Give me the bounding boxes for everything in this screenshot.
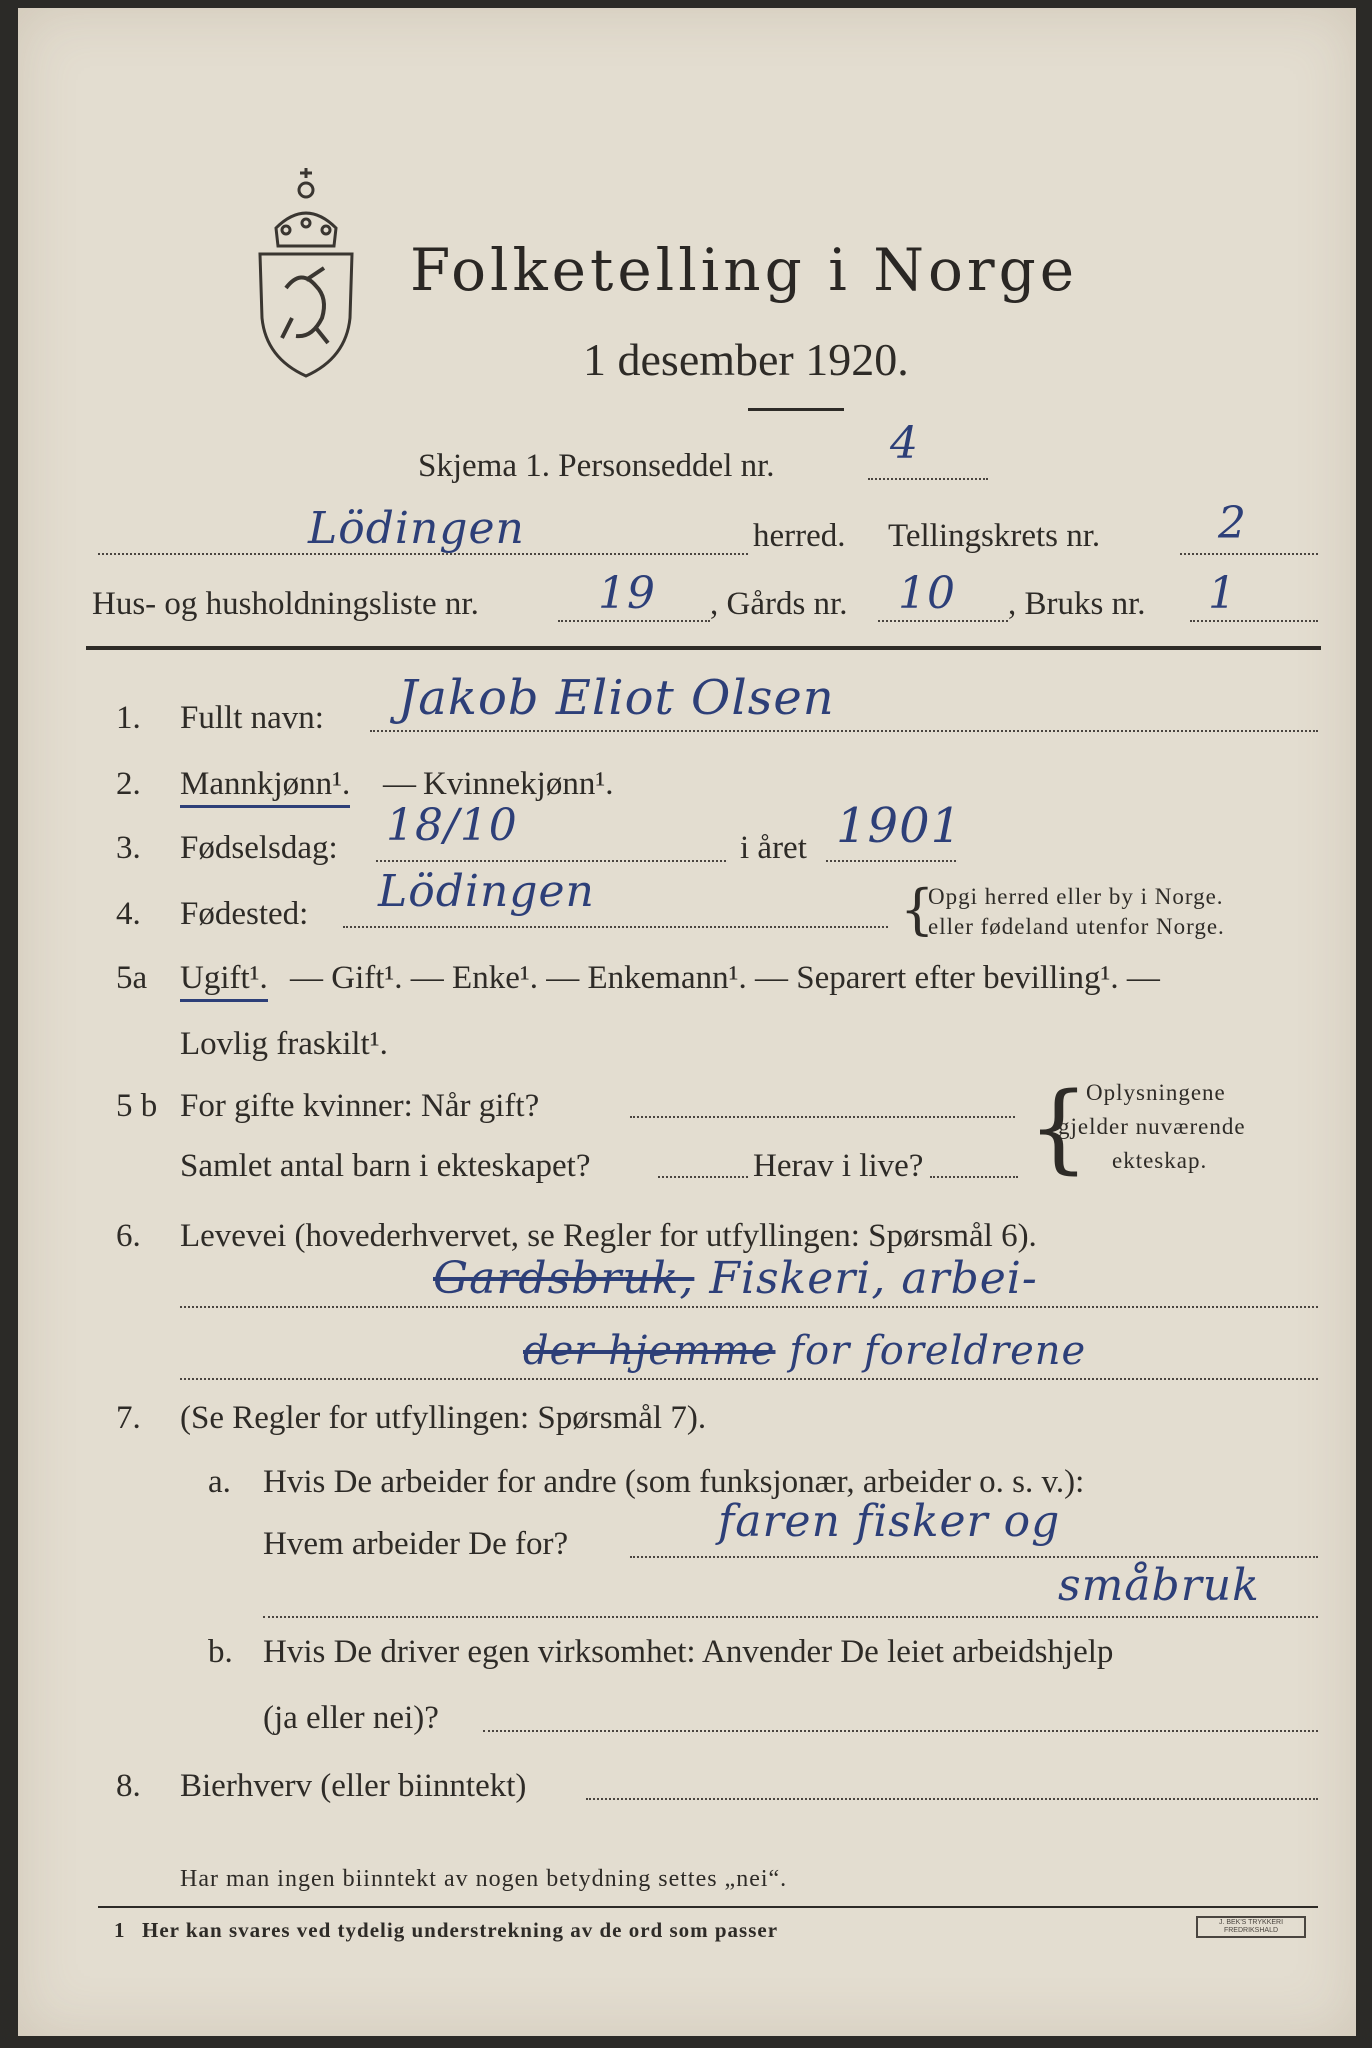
q5a-other-options: — Gift¹. — Enke¹. — Enkemann¹. — Separert efter bevilling¹. —	[290, 960, 1160, 996]
q5b-alive-label: Herav i live?	[753, 1148, 924, 1184]
q3-year-label: i året	[740, 830, 807, 866]
q3-birthdate-value: 18/10	[386, 800, 518, 851]
q6-number: 6.	[116, 1218, 141, 1254]
q6-occupation-line1	[433, 1253, 1038, 1304]
printer-stamp-line2: FREDRIKSHALD	[1223, 1927, 1279, 1934]
q6-occupation-text-2: for foreldrene	[789, 1328, 1087, 1374]
tellingskrets-label: Tellingskrets nr.	[888, 518, 1101, 554]
gards-value: 10	[898, 568, 956, 619]
footer-note: Har man ingen biinntekt av nogen betydning settes „nei“.	[180, 1866, 788, 1892]
header-separator	[86, 646, 1321, 650]
q5b-note-line2: gjelder nuværende	[1058, 1114, 1246, 1139]
q4-number: 4.	[116, 896, 141, 932]
q7b-label: Hvis De driver egen virksomhet: Anvender De leiet arbeidshjelp	[263, 1634, 1114, 1670]
printer-stamp	[1196, 1916, 1306, 1938]
q2-male-option: Mannkjønn¹.	[180, 766, 350, 808]
q8-label: Bierhverv (eller biinntekt)	[180, 1768, 527, 1804]
q3-number: 3.	[116, 830, 141, 866]
census-date: 1 desember 1920.	[583, 334, 909, 385]
footnote-mark: 1	[114, 1918, 126, 1942]
q8-number: 8.	[116, 1768, 141, 1804]
gards-label: , Gårds nr.	[710, 586, 848, 622]
tellingskrets-dotted-line	[1180, 553, 1318, 555]
q4-label: Fødested:	[180, 896, 309, 932]
q5b-children-label: Samlet antal barn i ekteskapet?	[180, 1148, 591, 1184]
q7a-employer-value-2: småbruk	[1058, 1560, 1260, 1611]
tellingskrets-value: 2	[1218, 498, 1247, 549]
footer-rule	[98, 1906, 1318, 1908]
footnote-text: Her kan svares ved tydelig understrekning av de ord som passer	[142, 1918, 779, 1942]
norway-coat-of-arms-icon	[246, 168, 366, 378]
q3-year-dotted-line	[826, 860, 956, 862]
bruks-value: 1	[1208, 568, 1237, 619]
q5a-lovlig-fraskilt: Lovlig fraskilt¹.	[180, 1026, 388, 1062]
q6-occupation-line2	[523, 1328, 1086, 1374]
title-divider	[748, 408, 844, 411]
q7a-dotted-line-1	[630, 1556, 1318, 1558]
q5a-ugift-option: Ugift¹.	[180, 960, 268, 1002]
q1-number: 1.	[116, 700, 141, 736]
q3-dotted-line	[376, 860, 726, 862]
q3-label: Fødselsdag:	[180, 830, 338, 866]
gards-dotted-line	[878, 620, 1008, 622]
husliste-label: Hus- og husholdningsliste nr.	[92, 586, 479, 622]
q8-dotted-line	[586, 1798, 1318, 1800]
schema-value: 4	[890, 418, 919, 469]
q1-dotted-line	[370, 730, 1318, 732]
schema-dotted-line	[868, 478, 988, 480]
q7a-dotted-line-2	[263, 1616, 1318, 1618]
q6-struck-text-1: Gardsbruk,	[433, 1253, 695, 1304]
q2-female-option: Kvinnekjønn¹.	[423, 766, 614, 802]
bruks-label: , Bruks nr.	[1008, 586, 1146, 622]
q6-dotted-line-1	[180, 1306, 1318, 1308]
bruks-dotted-line	[1190, 620, 1318, 622]
printer-stamp-line1: J. BEK'S TRYKKERI	[1218, 1919, 1284, 1926]
q7b-dotted-line	[483, 1730, 1318, 1732]
census-form-page	[18, 8, 1356, 2036]
q1-label: Fullt navn:	[180, 700, 324, 736]
q5b-alive-dotted-line	[930, 1176, 1018, 1178]
q7a-employer-label: Hvem arbeider De for?	[263, 1526, 569, 1562]
q5b-note-line3: ekteskap.	[1112, 1148, 1208, 1173]
q5b-note-line1: Oplysningene	[1086, 1080, 1226, 1105]
q5a-number: 5a	[116, 960, 148, 996]
q7-label: (Se Regler for utfyllingen: Spørsmål 7).	[180, 1400, 707, 1436]
q6-occupation-text-1: Fiskeri, arbei-	[709, 1253, 1038, 1304]
q6-dotted-line-2	[180, 1378, 1318, 1380]
q7a-letter: a.	[208, 1464, 231, 1500]
herred-value: Lödingen	[308, 503, 525, 554]
q4-dotted-line	[343, 926, 888, 928]
form-title: Folketelling i Norge	[410, 236, 1079, 304]
q4-note-line1: Opgi herred eller by i Norge.	[928, 884, 1224, 909]
q1-full-name-value: Jakob Eliot Olsen	[398, 670, 835, 726]
husliste-value: 19	[598, 568, 656, 619]
herred-label: herred.	[753, 518, 846, 554]
husliste-dotted-line	[558, 620, 710, 622]
schema-label: Skjema 1. Personseddel nr.	[418, 448, 775, 484]
q2-separator: —	[383, 766, 416, 802]
q6-label: Levevei (hovederhvervet, se Regler for utfyllingen: Spørsmål 6).	[180, 1218, 1037, 1254]
q5b-label: For gifte kvinner: Når gift?	[180, 1088, 540, 1124]
q7b-letter: b.	[208, 1634, 233, 1670]
q4-birthplace-value: Lödingen	[378, 866, 595, 917]
q5b-children-dotted-line	[658, 1176, 748, 1178]
q6-struck-text-2: der hjemme	[523, 1328, 776, 1374]
q7-number: 7.	[116, 1400, 141, 1436]
q2-number: 2.	[116, 766, 141, 802]
q4-note-brace: {	[900, 878, 935, 941]
q7a-employer-value-1: faren fisker og	[718, 1496, 1061, 1547]
q5b-number: 5 b	[116, 1088, 158, 1124]
q3-year-value: 1901	[836, 798, 963, 854]
q7a-label: Hvis De arbeider for andre (som funksjonær, arbeider o. s. v.):	[263, 1464, 1085, 1500]
q5b-married-dotted-line	[630, 1116, 1015, 1118]
q5b-note-brace: {	[1028, 1072, 1090, 1184]
q4-note-line2: eller fødeland utenfor Norge.	[928, 914, 1225, 939]
q7b-yes-no-label: (ja eller nei)?	[263, 1700, 439, 1736]
